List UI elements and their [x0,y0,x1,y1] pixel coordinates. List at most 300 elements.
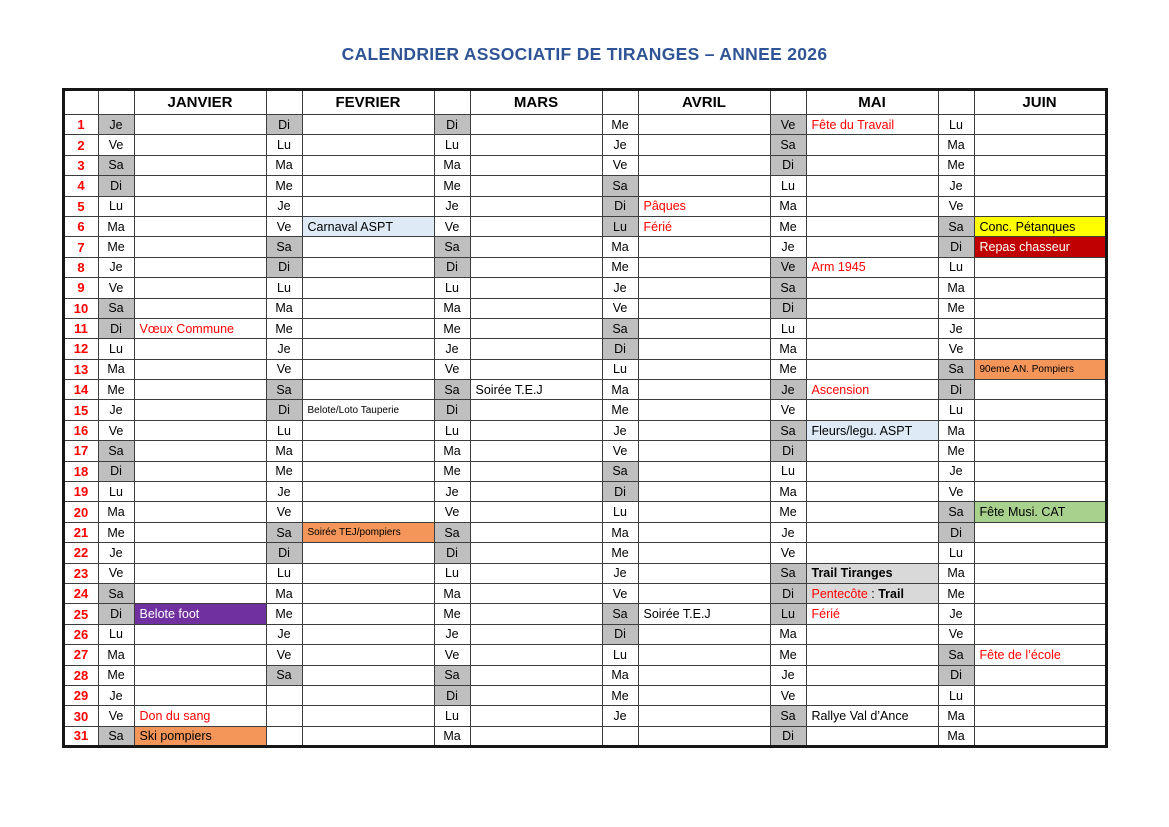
event-cell-janvier-30 [134,706,266,726]
weekday-cell-mars-22: Di [434,543,470,563]
event-label: Ski pompiers [139,728,212,743]
event-cell-janvier-21 [134,522,266,542]
calendar-row-28 [63,665,1106,685]
weekday-cell-avril-12: Di [602,339,638,359]
weekday-cell-juin-1: Lu [938,115,974,135]
event-cell-mai-14 [806,380,938,400]
calendar-row-19 [63,482,1106,502]
day-number-10: 10 [63,298,98,318]
event-cell-fevrier-21 [302,522,434,542]
weekday-cell-mars-20: Ve [434,502,470,522]
event-label: Soirée T.E.J [475,382,543,397]
day-number-14: 14 [63,380,98,400]
event-cell-mai-1 [806,115,938,135]
event-cell-mai-22 [806,543,938,563]
calendar-table [62,88,1108,748]
weekday-cell-juin-8: Lu [938,257,974,277]
event-cell-mai-12 [806,339,938,359]
weekday-cell-juin-3: Me [938,155,974,175]
event-cell-fevrier-1 [302,115,434,135]
weekday-cell-mars-25: Me [434,604,470,624]
event-cell-avril-3 [638,155,770,175]
calendar-row-9 [63,278,1106,298]
event-cell-janvier-5 [134,196,266,216]
weekday-cell-fevrier-20: Ve [266,502,302,522]
event-cell-janvier-18 [134,461,266,481]
day-number-4: 4 [63,176,98,196]
event-cell-avril-19 [638,482,770,502]
calendar-row-5 [63,196,1106,216]
weekday-cell-mai-17: Di [770,441,806,461]
event-cell-fevrier-25 [302,604,434,624]
weekday-cell-mai-4: Lu [770,176,806,196]
weekday-cell-avril-21: Ma [602,522,638,542]
weekday-cell-janvier-27: Ma [98,645,134,665]
weekday-cell-fevrier-19: Je [266,482,302,502]
event-cell-mai-23 [806,563,938,583]
event-cell-janvier-28 [134,665,266,685]
weekday-cell-mars-9: Lu [434,278,470,298]
event-cell-juin-28 [974,665,1106,685]
weekday-cell-janvier-24: Sa [98,583,134,603]
event-cell-janvier-7 [134,237,266,257]
event-cell-janvier-11 [134,318,266,338]
weekday-cell-juin-29: Lu [938,685,974,705]
event-cell-juin-15 [974,400,1106,420]
weekday-cell-juin-15: Lu [938,400,974,420]
event-cell-avril-13 [638,359,770,379]
day-number-7: 7 [63,237,98,257]
weekday-cell-avril-20: Lu [602,502,638,522]
day-number-24: 24 [63,583,98,603]
event-label: Férié [643,219,672,234]
event-cell-janvier-14 [134,380,266,400]
weekday-cell-avril-7: Ma [602,237,638,257]
event-label: Pentecôte [811,586,868,601]
calendar-row-27 [63,645,1106,665]
weekday-cell-janvier-19: Lu [98,482,134,502]
event-label: 90eme AN. Pompiers [979,363,1074,375]
weekday-cell-fevrier-27: Ve [266,645,302,665]
calendar-row-6 [63,216,1106,236]
weekday-cell-fevrier-4: Me [266,176,302,196]
event-cell-janvier-15 [134,400,266,420]
weekday-cell-avril-19: Di [602,482,638,502]
weekday-cell-mai-11: Lu [770,318,806,338]
event-cell-janvier-8 [134,257,266,277]
day-number-17: 17 [63,441,98,461]
weekday-cell-juin-22: Lu [938,543,974,563]
event-label: Trail [878,586,904,601]
event-label: Fête de l’école [979,647,1061,662]
event-cell-juin-7 [974,237,1106,257]
header-row [63,90,1106,115]
weekday-cell-mai-9: Sa [770,278,806,298]
weekday-cell-juin-19: Ve [938,482,974,502]
event-cell-mai-29 [806,685,938,705]
event-cell-mars-19 [470,482,602,502]
event-cell-juin-16 [974,420,1106,440]
weekday-cell-mai-19: Ma [770,482,806,502]
weekday-cell-avril-6: Lu [602,216,638,236]
weekday-cell-mars-6: Ve [434,216,470,236]
event-cell-juin-12 [974,339,1106,359]
weekday-cell-juin-11: Je [938,318,974,338]
event-cell-fevrier-9 [302,278,434,298]
weekday-cell-janvier-26: Lu [98,624,134,644]
event-cell-mai-2 [806,135,938,155]
event-cell-juin-14 [974,380,1106,400]
weekday-cell-mars-18: Me [434,461,470,481]
weekday-cell-mai-30: Sa [770,706,806,726]
event-cell-fevrier-20 [302,502,434,522]
event-cell-juin-9 [974,278,1106,298]
weekday-cell-mai-28: Je [770,665,806,685]
weekday-cell-mai-31: Di [770,726,806,746]
event-cell-mars-29 [470,685,602,705]
weekday-cell-mars-31: Ma [434,726,470,746]
event-cell-avril-6 [638,216,770,236]
event-cell-juin-26 [974,624,1106,644]
event-cell-fevrier-3 [302,155,434,175]
event-cell-mars-30 [470,706,602,726]
weekday-cell-mai-6: Me [770,216,806,236]
event-cell-juin-1 [974,115,1106,135]
weekday-cell-janvier-21: Me [98,522,134,542]
weekday-cell-fevrier-21: Sa [266,522,302,542]
day-number-16: 16 [63,420,98,440]
calendar-row-11 [63,318,1106,338]
weekday-cell-juin-12: Ve [938,339,974,359]
weekday-cell-mars-7: Sa [434,237,470,257]
weekday-cell-mai-10: Di [770,298,806,318]
event-cell-mai-18 [806,461,938,481]
weekday-cell-mars-13: Ve [434,359,470,379]
weekday-cell-fevrier-12: Je [266,339,302,359]
calendar-row-1 [63,115,1106,135]
weekday-cell-mai-7: Je [770,237,806,257]
event-label: : [867,586,879,601]
event-cell-fevrier-23 [302,563,434,583]
weekday-cell-avril-28: Ma [602,665,638,685]
weekday-cell-mars-17: Ma [434,441,470,461]
weekday-cell-juin-30: Ma [938,706,974,726]
day-number-28: 28 [63,665,98,685]
calendar-row-23 [63,563,1106,583]
event-cell-avril-30 [638,706,770,726]
event-cell-mars-27 [470,645,602,665]
event-label: Belote/Loto Tauperie [307,404,400,416]
event-cell-juin-19 [974,482,1106,502]
weekday-cell-mai-27: Me [770,645,806,665]
event-cell-janvier-4 [134,176,266,196]
event-cell-mars-9 [470,278,602,298]
month-header-janvier: JANVIER [134,90,266,115]
weekday-cell-fevrier-25: Me [266,604,302,624]
event-cell-avril-9 [638,278,770,298]
weekday-cell-juin-21: Di [938,522,974,542]
event-cell-avril-26 [638,624,770,644]
weekday-cell-avril-1: Me [602,115,638,135]
calendar-row-4 [63,176,1106,196]
weekday-cell-janvier-20: Ma [98,502,134,522]
day-number-13: 13 [63,359,98,379]
calendar-row-29 [63,685,1106,705]
event-cell-fevrier-13 [302,359,434,379]
weekday-cell-avril-31 [602,726,638,746]
weekday-cell-avril-2: Je [602,135,638,155]
weekday-cell-avril-22: Me [602,543,638,563]
calendar-row-10 [63,298,1106,318]
day-number-25: 25 [63,604,98,624]
weekday-cell-mai-14: Je [770,380,806,400]
event-cell-janvier-29 [134,685,266,705]
calendar-row-25 [63,604,1106,624]
event-cell-janvier-3 [134,155,266,175]
event-label: Fête du Travail [811,117,895,132]
calendar-row-22 [63,543,1106,563]
event-label: Belote foot [139,607,200,622]
calendar-row-18 [63,461,1106,481]
event-cell-mai-20 [806,502,938,522]
event-label: Pâques [643,199,686,214]
weekday-cell-fevrier-16: Lu [266,420,302,440]
event-cell-mars-2 [470,135,602,155]
weekday-cell-janvier-18: Di [98,461,134,481]
event-cell-fevrier-2 [302,135,434,155]
day-number-11: 11 [63,318,98,338]
weekday-cell-mars-30: Lu [434,706,470,726]
event-cell-mai-30 [806,706,938,726]
weekday-cell-fevrier-28: Sa [266,665,302,685]
weekday-cell-janvier-31: Sa [98,726,134,746]
event-cell-mars-24 [470,583,602,603]
event-cell-mars-14 [470,380,602,400]
weekday-cell-mai-29: Ve [770,685,806,705]
event-cell-mars-21 [470,522,602,542]
event-cell-juin-13 [974,359,1106,379]
event-cell-mai-31 [806,726,938,746]
event-cell-mars-11 [470,318,602,338]
weekday-cell-mai-23: Sa [770,563,806,583]
event-cell-janvier-13 [134,359,266,379]
weekday-cell-mars-10: Ma [434,298,470,318]
calendar-row-3 [63,155,1106,175]
day-number-9: 9 [63,278,98,298]
weekday-cell-mars-8: Di [434,257,470,277]
event-cell-janvier-22 [134,543,266,563]
day-number-19: 19 [63,482,98,502]
event-cell-juin-20 [974,502,1106,522]
weekday-cell-fevrier-3: Ma [266,155,302,175]
header-weekday-col [770,90,806,115]
event-cell-avril-10 [638,298,770,318]
weekday-cell-fevrier-23: Lu [266,563,302,583]
event-cell-avril-24 [638,583,770,603]
weekday-cell-janvier-10: Sa [98,298,134,318]
event-label: Soirée TEJ/pompiers [307,527,401,538]
weekday-cell-mars-29: Di [434,685,470,705]
event-cell-mai-21 [806,522,938,542]
weekday-cell-juin-20: Sa [938,502,974,522]
weekday-cell-avril-23: Je [602,563,638,583]
weekday-cell-juin-4: Je [938,176,974,196]
event-cell-juin-5 [974,196,1106,216]
weekday-cell-juin-6: Sa [938,216,974,236]
weekday-cell-fevrier-26: Je [266,624,302,644]
event-cell-mars-1 [470,115,602,135]
weekday-cell-janvier-1: Je [98,115,134,135]
weekday-cell-janvier-14: Me [98,380,134,400]
weekday-cell-fevrier-13: Ve [266,359,302,379]
weekday-cell-mars-21: Sa [434,522,470,542]
weekday-cell-avril-26: Di [602,624,638,644]
weekday-cell-janvier-9: Ve [98,278,134,298]
event-cell-fevrier-7 [302,237,434,257]
event-cell-mai-19 [806,482,938,502]
event-label: Rallye Val d’Ance [811,709,909,724]
event-cell-juin-31 [974,726,1106,746]
weekday-cell-avril-9: Je [602,278,638,298]
calendar-body [63,115,1106,747]
weekday-cell-janvier-17: Sa [98,441,134,461]
day-number-3: 3 [63,155,98,175]
event-cell-fevrier-27 [302,645,434,665]
event-cell-fevrier-8 [302,257,434,277]
event-label: Carnaval ASPT [307,219,393,234]
weekday-cell-mai-5: Ma [770,196,806,216]
event-cell-fevrier-26 [302,624,434,644]
weekday-cell-juin-10: Me [938,298,974,318]
event-label: Soirée T.E.J [643,607,711,622]
weekday-cell-mars-5: Je [434,196,470,216]
event-cell-mai-3 [806,155,938,175]
event-cell-mai-25 [806,604,938,624]
event-cell-mars-31 [470,726,602,746]
weekday-cell-mars-15: Di [434,400,470,420]
event-label: Fleurs/legu. ASPT [811,423,913,438]
event-cell-janvier-1 [134,115,266,135]
weekday-cell-janvier-5: Lu [98,196,134,216]
day-number-15: 15 [63,400,98,420]
event-cell-juin-25 [974,604,1106,624]
header-number-col [63,90,98,115]
weekday-cell-avril-8: Me [602,257,638,277]
event-cell-mars-18 [470,461,602,481]
weekday-cell-fevrier-6: Ve [266,216,302,236]
weekday-cell-mai-12: Ma [770,339,806,359]
event-cell-mai-11 [806,318,938,338]
weekday-cell-janvier-29: Je [98,685,134,705]
calendar-row-15 [63,400,1106,420]
event-cell-avril-31 [638,726,770,746]
weekday-cell-fevrier-15: Di [266,400,302,420]
weekday-cell-fevrier-10: Ma [266,298,302,318]
event-cell-fevrier-19 [302,482,434,502]
event-label: Repas chasseur [979,240,1070,255]
event-cell-mars-17 [470,441,602,461]
calendar-row-26 [63,624,1106,644]
event-cell-avril-20 [638,502,770,522]
weekday-cell-fevrier-2: Lu [266,135,302,155]
calendar-row-30 [63,706,1106,726]
event-cell-juin-22 [974,543,1106,563]
calendar-row-2 [63,135,1106,155]
calendar-row-7 [63,237,1106,257]
event-cell-fevrier-22 [302,543,434,563]
weekday-cell-juin-28: Di [938,665,974,685]
weekday-cell-mai-21: Je [770,522,806,542]
weekday-cell-mars-28: Sa [434,665,470,685]
header-weekday-col [602,90,638,115]
event-cell-mai-26 [806,624,938,644]
event-cell-avril-15 [638,400,770,420]
event-cell-fevrier-14 [302,380,434,400]
weekday-cell-juin-13: Sa [938,359,974,379]
weekday-cell-fevrier-24: Ma [266,583,302,603]
event-cell-juin-21 [974,522,1106,542]
event-cell-fevrier-15 [302,400,434,420]
weekday-cell-fevrier-7: Sa [266,237,302,257]
event-label: Fête Musi. CAT [979,505,1066,520]
weekday-cell-avril-10: Ve [602,298,638,318]
weekday-cell-fevrier-9: Lu [266,278,302,298]
event-cell-avril-4 [638,176,770,196]
event-cell-mars-10 [470,298,602,318]
weekday-cell-mai-18: Lu [770,461,806,481]
weekday-cell-avril-30: Je [602,706,638,726]
weekday-cell-juin-24: Me [938,583,974,603]
event-cell-mars-25 [470,604,602,624]
weekday-cell-avril-15: Me [602,400,638,420]
event-cell-mai-8 [806,257,938,277]
event-cell-avril-17 [638,441,770,461]
event-cell-avril-25 [638,604,770,624]
event-cell-avril-28 [638,665,770,685]
weekday-cell-janvier-6: Ma [98,216,134,236]
event-cell-mai-5 [806,196,938,216]
day-number-26: 26 [63,624,98,644]
day-number-18: 18 [63,461,98,481]
day-number-12: 12 [63,339,98,359]
event-cell-mars-6 [470,216,602,236]
weekday-cell-fevrier-29 [266,685,302,705]
weekday-cell-juin-25: Je [938,604,974,624]
event-cell-avril-22 [638,543,770,563]
event-label: Ascension [811,382,870,397]
day-number-1: 1 [63,115,98,135]
day-number-23: 23 [63,563,98,583]
event-cell-janvier-24 [134,583,266,603]
header-weekday-col [938,90,974,115]
event-cell-mai-16 [806,420,938,440]
event-cell-mars-4 [470,176,602,196]
calendar-row-24 [63,583,1106,603]
weekday-cell-avril-17: Ve [602,441,638,461]
event-cell-avril-5 [638,196,770,216]
event-cell-mai-13 [806,359,938,379]
weekday-cell-janvier-13: Ma [98,359,134,379]
day-number-30: 30 [63,706,98,726]
weekday-cell-mars-12: Je [434,339,470,359]
weekday-cell-mai-26: Ma [770,624,806,644]
weekday-cell-mars-14: Sa [434,380,470,400]
event-cell-mai-7 [806,237,938,257]
weekday-cell-mai-8: Ve [770,257,806,277]
event-cell-fevrier-12 [302,339,434,359]
calendar-row-21 [63,522,1106,542]
event-cell-janvier-25 [134,604,266,624]
